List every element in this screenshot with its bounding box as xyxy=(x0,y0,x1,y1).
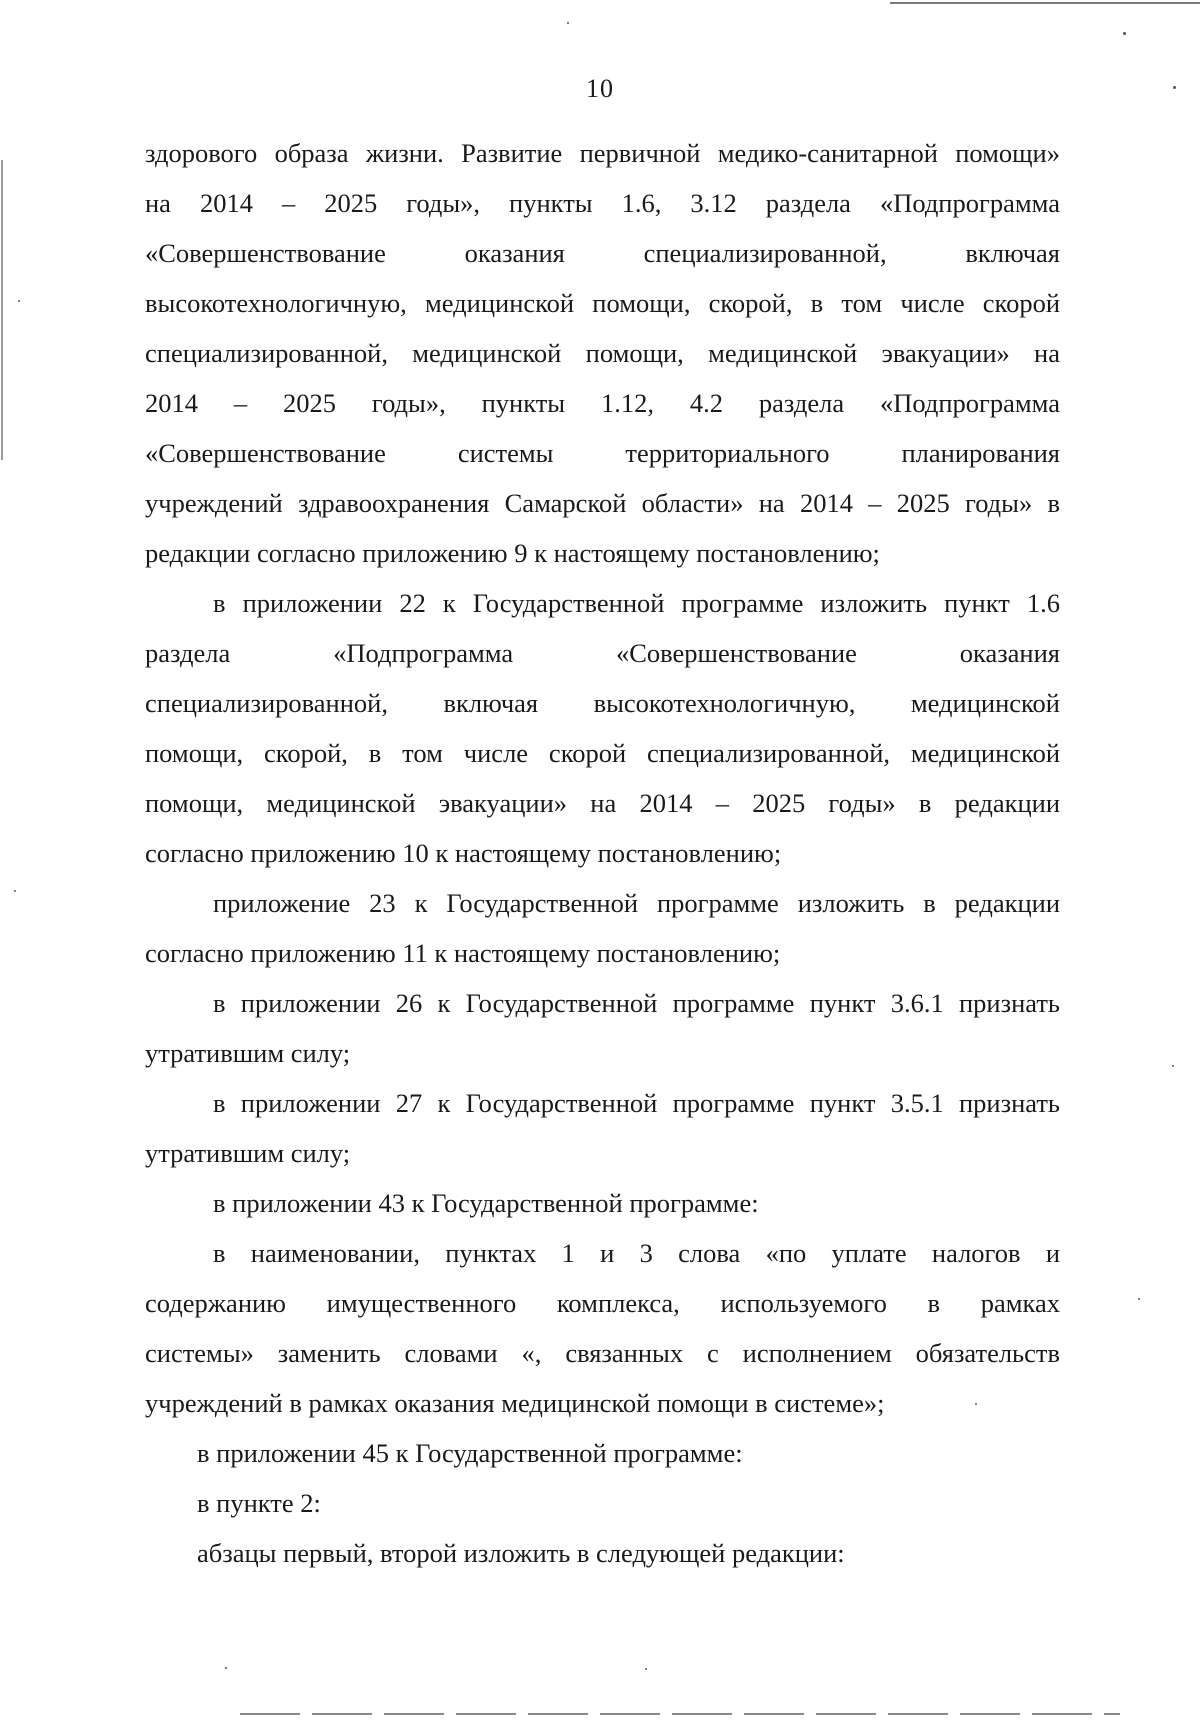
scan-speck xyxy=(645,1668,647,1670)
text-line: редакции согласно приложению 9 к настоящему постановлению; xyxy=(145,538,880,568)
scan-speck xyxy=(1138,1298,1140,1300)
text-line: в приложении 26 к Государственной программе пункт 3.6.1 признать xyxy=(213,988,1060,1018)
scan-speck xyxy=(1172,1065,1174,1067)
text-line: помощи, скорой, в том числе скорой специализированной, медицинской xyxy=(145,738,1060,768)
text-line: раздела «Подпрограмма «Совершенствование оказания xyxy=(145,638,1060,668)
text-line: содержанию имущественного комплекса, используемого в рамках xyxy=(145,1288,1060,1318)
scan-speck xyxy=(18,300,20,302)
text-line: высокотехнологичную, медицинской помощи, скорой, в том числе скорой xyxy=(145,288,1060,318)
document-body xyxy=(145,128,1060,1578)
page-number: 10 xyxy=(586,74,614,103)
text-line: абзацы первый, второй изложить в следующей редакции: xyxy=(197,1538,845,1568)
text-line: специализированной, включая высокотехнологичную, медицинской xyxy=(145,688,1060,718)
scan-speck xyxy=(225,1667,227,1669)
text-line: 2014 – 2025 годы», пункты 1.12, 4.2 раздела «Подпрограмма xyxy=(145,388,1060,418)
text-line: в пункте 2: xyxy=(197,1488,321,1518)
scan-speck xyxy=(975,1403,977,1405)
scan-speck xyxy=(567,22,569,24)
scan-top-rule xyxy=(890,2,1200,4)
text-line: в приложении 43 к Государственной программе: xyxy=(213,1188,759,1218)
text-line: здорового образа жизни. Развитие первичной медико-санитарной помощи» xyxy=(145,138,1060,168)
text-line: в наименовании, пунктах 1 и 3 слова «по уплате налогов и xyxy=(213,1238,1060,1268)
text-line: на 2014 – 2025 годы», пункты 1.6, 3.12 раздела «Подпрограмма xyxy=(145,188,1060,218)
text-line: в приложении 45 к Государственной программе: xyxy=(197,1438,743,1468)
scan-left-edge xyxy=(1,160,3,460)
scan-speck xyxy=(14,890,16,892)
text-line: согласно приложению 10 к настоящему постановлению; xyxy=(145,838,782,868)
text-line: в приложении 22 к Государственной программе изложить пункт 1.6 xyxy=(213,588,1060,618)
text-line: «Совершенствование системы территориального планирования xyxy=(145,438,1060,468)
text-line: учреждений здравоохранения Самарской области» на 2014 – 2025 годы» в xyxy=(145,488,1060,518)
text-line: утратившим силу; xyxy=(145,1038,351,1068)
text-line: «Совершенствование оказания специализированной, включая xyxy=(145,238,1060,268)
text-line: учреждений в рамках оказания медицинской помощи в системе»; xyxy=(145,1388,885,1418)
text-line: в приложении 27 к Государственной программе пункт 3.5.1 признать xyxy=(213,1088,1060,1118)
text-line: специализированной, медицинской помощи, медицинской эвакуации» на xyxy=(145,338,1060,368)
text-line: приложение 23 к Государственной программе изложить в редакции xyxy=(213,888,1060,918)
text-line: согласно приложению 11 к настоящему постановлению; xyxy=(145,938,781,968)
text-line: утратившим силу; xyxy=(145,1138,351,1168)
scan-speck xyxy=(1173,86,1176,89)
text-line: системы» заменить словами «, связанных с исполнением обязательств xyxy=(145,1338,1060,1368)
scan-speck xyxy=(1123,32,1126,35)
scan-bottom-rule xyxy=(240,1713,1120,1715)
text-line: помощи, медицинской эвакуации» на 2014 – 2025 годы» в редакции xyxy=(145,788,1060,818)
